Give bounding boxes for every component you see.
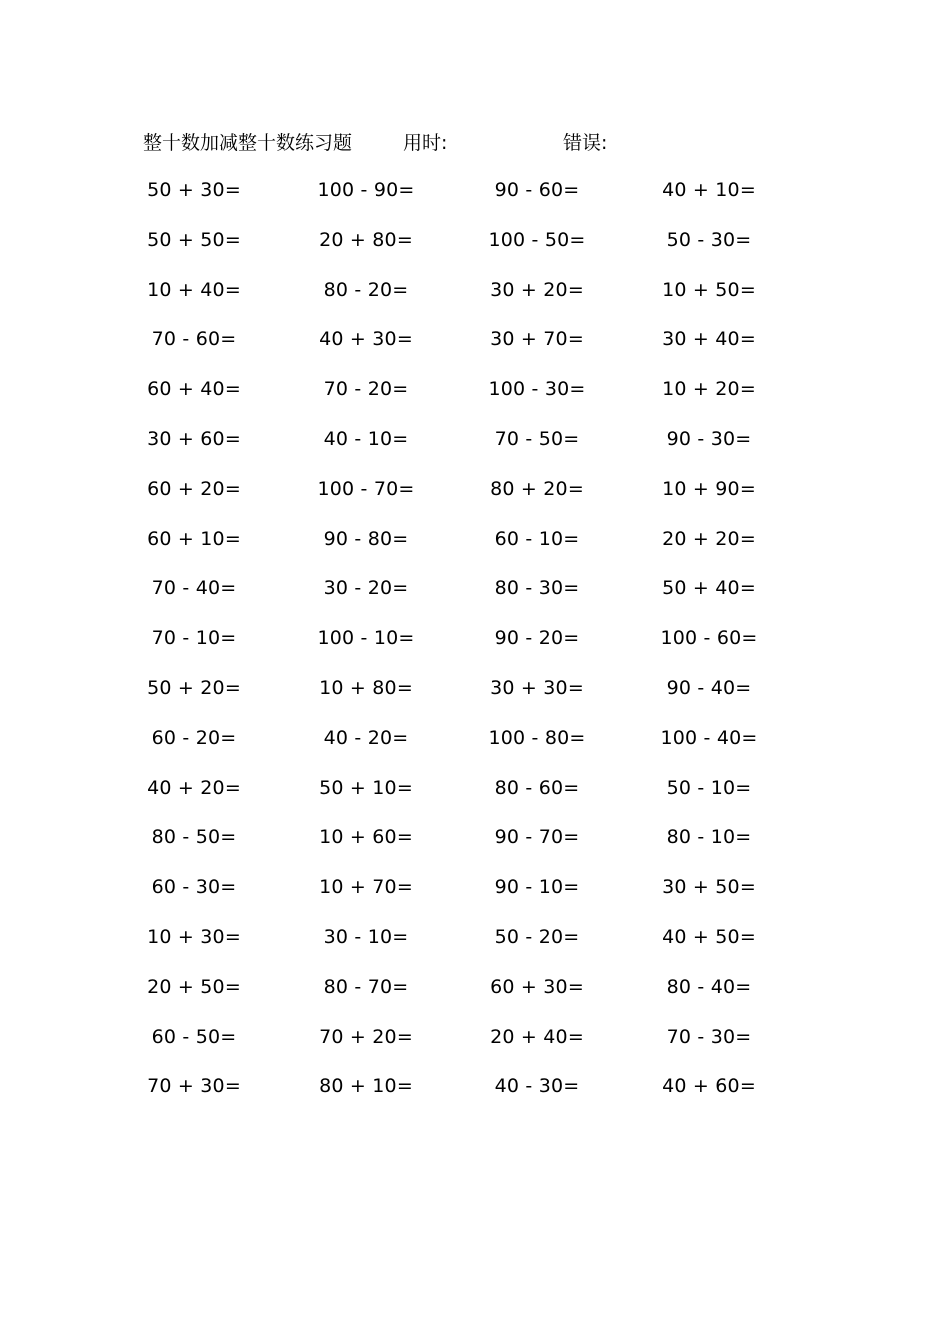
math-problem: 100 - 50= bbox=[488, 228, 586, 251]
math-problem: 70 + 20= bbox=[319, 1025, 413, 1048]
math-problem: 40 + 30= bbox=[319, 328, 413, 351]
math-problem: 70 - 40= bbox=[151, 577, 237, 600]
math-problem: 30 - 10= bbox=[323, 925, 409, 948]
math-problem: 10 + 20= bbox=[662, 378, 756, 401]
problem-row bbox=[0, 224, 950, 274]
math-problem: 30 + 30= bbox=[490, 676, 584, 699]
problem-row bbox=[0, 921, 950, 971]
time-used-label: 用时: bbox=[403, 132, 448, 154]
math-problem: 10 + 30= bbox=[147, 925, 241, 948]
math-problem: 50 - 20= bbox=[494, 925, 580, 948]
math-problem: 70 - 30= bbox=[666, 1025, 752, 1048]
math-problem: 90 - 40= bbox=[666, 676, 752, 699]
problem-row bbox=[0, 772, 950, 822]
math-problem: 30 + 40= bbox=[662, 328, 756, 351]
math-problem: 30 - 20= bbox=[323, 577, 409, 600]
math-problem: 10 + 50= bbox=[662, 278, 756, 301]
problem-row bbox=[0, 174, 950, 224]
math-problem: 10 + 60= bbox=[319, 826, 413, 849]
math-problem: 20 + 50= bbox=[147, 975, 241, 998]
math-problem: 60 + 30= bbox=[490, 975, 584, 998]
math-problem: 60 - 50= bbox=[151, 1025, 237, 1048]
math-problem: 80 - 40= bbox=[666, 975, 752, 998]
math-problem: 50 + 10= bbox=[319, 776, 413, 799]
math-problem: 80 - 60= bbox=[494, 776, 580, 799]
math-problem: 60 - 30= bbox=[151, 876, 237, 899]
math-problem: 30 + 70= bbox=[490, 328, 584, 351]
math-problem: 90 - 80= bbox=[323, 527, 409, 550]
math-problem: 100 - 10= bbox=[317, 627, 415, 650]
math-problem: 70 - 10= bbox=[151, 627, 237, 650]
problem-row bbox=[0, 821, 950, 871]
math-problem: 80 - 30= bbox=[494, 577, 580, 600]
math-problem: 90 - 10= bbox=[494, 876, 580, 899]
math-problem: 50 + 20= bbox=[147, 676, 241, 699]
math-problem: 70 + 30= bbox=[147, 1075, 241, 1098]
math-problem: 80 - 10= bbox=[666, 826, 752, 849]
math-problem: 60 + 40= bbox=[147, 378, 241, 401]
problem-row bbox=[0, 1070, 950, 1120]
problem-row bbox=[0, 423, 950, 473]
math-problem: 50 - 30= bbox=[666, 228, 752, 251]
math-problem: 50 - 10= bbox=[666, 776, 752, 799]
math-problem: 50 + 30= bbox=[147, 179, 241, 201]
math-problem: 30 + 50= bbox=[662, 876, 756, 899]
problem-row bbox=[0, 473, 950, 523]
math-problem: 40 + 20= bbox=[147, 776, 241, 799]
math-problem: 80 - 50= bbox=[151, 826, 237, 849]
math-problem: 90 - 20= bbox=[494, 627, 580, 650]
math-problem: 40 - 30= bbox=[494, 1075, 580, 1098]
problem-grid bbox=[0, 174, 950, 1120]
math-problem: 50 + 50= bbox=[147, 228, 241, 251]
math-problem: 80 + 10= bbox=[319, 1075, 413, 1098]
math-problem: 100 - 80= bbox=[488, 726, 586, 749]
problem-row bbox=[0, 672, 950, 722]
math-problem: 90 - 30= bbox=[666, 427, 752, 450]
math-problem: 10 + 70= bbox=[319, 876, 413, 899]
math-problem: 100 - 30= bbox=[488, 378, 586, 401]
worksheet-title: 整十数加减整十数练习题 bbox=[143, 132, 353, 154]
problem-row bbox=[0, 274, 950, 324]
math-problem: 70 - 50= bbox=[494, 427, 580, 450]
math-problem: 40 - 10= bbox=[323, 427, 409, 450]
problem-row bbox=[0, 722, 950, 772]
problem-row bbox=[0, 871, 950, 921]
problem-row bbox=[0, 373, 950, 423]
math-problem: 60 - 10= bbox=[494, 527, 580, 550]
math-problem: 60 - 20= bbox=[151, 726, 237, 749]
worksheet-header bbox=[0, 128, 950, 158]
math-problem: 20 + 80= bbox=[319, 228, 413, 251]
math-problem: 70 - 20= bbox=[323, 378, 409, 401]
math-problem: 50 + 40= bbox=[662, 577, 756, 600]
math-problem: 100 - 90= bbox=[317, 179, 415, 201]
math-problem: 10 + 80= bbox=[319, 676, 413, 699]
math-problem: 100 - 70= bbox=[317, 477, 415, 500]
math-problem: 40 - 20= bbox=[323, 726, 409, 749]
math-problem: 40 + 60= bbox=[662, 1075, 756, 1098]
math-problem: 100 - 40= bbox=[660, 726, 758, 749]
math-problem: 80 - 70= bbox=[323, 975, 409, 998]
math-problem: 90 - 70= bbox=[494, 826, 580, 849]
math-problem: 20 + 20= bbox=[662, 527, 756, 550]
problem-row bbox=[0, 523, 950, 573]
problem-row bbox=[0, 971, 950, 1021]
math-problem: 80 - 20= bbox=[323, 278, 409, 301]
math-problem: 40 + 50= bbox=[662, 925, 756, 948]
math-problem: 40 + 10= bbox=[662, 179, 756, 201]
error-count-label: 错误: bbox=[563, 132, 608, 154]
math-problem: 70 - 60= bbox=[151, 328, 237, 351]
math-problem: 10 + 90= bbox=[662, 477, 756, 500]
problem-row bbox=[0, 572, 950, 622]
problem-row bbox=[0, 1021, 950, 1071]
problem-row bbox=[0, 323, 950, 373]
math-problem: 30 + 60= bbox=[147, 427, 241, 450]
math-problem: 20 + 40= bbox=[490, 1025, 584, 1048]
math-problem: 10 + 40= bbox=[147, 278, 241, 301]
math-problem: 100 - 60= bbox=[660, 627, 758, 650]
math-problem: 80 + 20= bbox=[490, 477, 584, 500]
math-problem: 60 + 10= bbox=[147, 527, 241, 550]
math-problem: 30 + 20= bbox=[490, 278, 584, 301]
math-problem: 60 + 20= bbox=[147, 477, 241, 500]
problem-row bbox=[0, 622, 950, 672]
math-problem: 90 - 60= bbox=[494, 179, 580, 201]
